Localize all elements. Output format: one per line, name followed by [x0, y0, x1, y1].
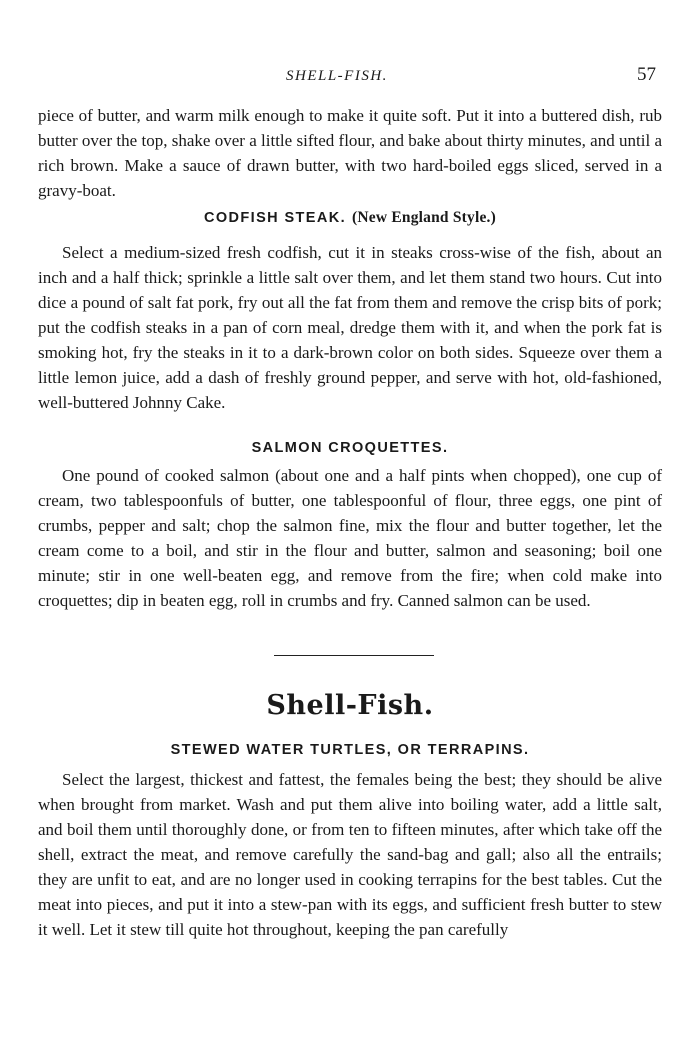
salmon-croquettes-heading: SALMON CROQUETTES.: [251, 440, 449, 456]
running-title: SHELL-FISH.: [286, 68, 388, 84]
salmon-croquettes-paragraph: One pound of cooked salmon (about one and a half pints when chopped), one cup of cream, two tablespoonfuls of butter, one tablespoonful of flour, three eggs, one pint of crumbs, pepper and salt; chop the salmon fine, mix the flour and butter together, let the cream come to a boil, and stir in the flour and butter, salmon and seasoning; boil one minute; stir in one well-beaten egg, and remove from the fire; when cold make into croquettes; dip in beaten egg, roll in crumbs and fry. Canned salmon can be used.: [38, 466, 662, 610]
terrapins-heading: STEWED WATER TURTLES, OR TERRAPINS.: [170, 742, 530, 758]
page-number: 57: [637, 64, 656, 85]
codfish-steak-subtitle: (New England Style.): [352, 209, 496, 226]
codfish-steak-paragraph: Select a medium-sized fresh codfish, cut it in steaks cross-wise of the fish, about an inch and a half thick; sprinkle a little salt over them, and let them stand two hours. Cut into dice a pound of salt fat pork, fry out all the fat from them and remove the crisp bits of pork; put the codfish steaks in a pan of corn meal, dredge them with it, and when the pork fat is smoking hot, fry the steaks in it to a dark-brown color on both sides. Squeeze over them a little lemon juice, add a dash of freshly ground pepper, and serve with hot, old-fashioned, well-buttered Johnny Cake.: [38, 243, 662, 412]
intro-paragraph: piece of butter, and warm milk enough to make it quite soft. Put it into a buttered dish, rub butter over the top, shake over a little sifted flour, and bake about thirty minutes, and until a rich brown. Make a sauce of drawn butter, with two hard-boiled eggs sliced, served in a gravy-boat.: [38, 106, 662, 200]
codfish-steak-heading: [0, 209, 700, 227]
running-head: [0, 64, 700, 88]
terrapins-paragraph: Select the largest, thickest and fattest, the females being the best; they should be alive when brought from market. Wash and put them alive into boiling water, add a little salt, and boil them until thoroughly done, or from ten to fifteen minutes, after which take off the shell, extract the meat, and remove carefully the sand-bag and gall; also all the entrails; they are unfit to eat, and are no longer used in cooking terrapins for the best tables. Cut the meat into pieces, and put it into a stew-pan with its eggs, and sufficient fresh butter to stew it well. Let it stew till quite hot throughout, keeping the pan carefully: [38, 770, 662, 939]
section-title: Shell-Fish.: [266, 690, 434, 721]
codfish-steak-title: CODFISH STEAK.: [203, 210, 347, 226]
section-divider: [274, 655, 434, 656]
